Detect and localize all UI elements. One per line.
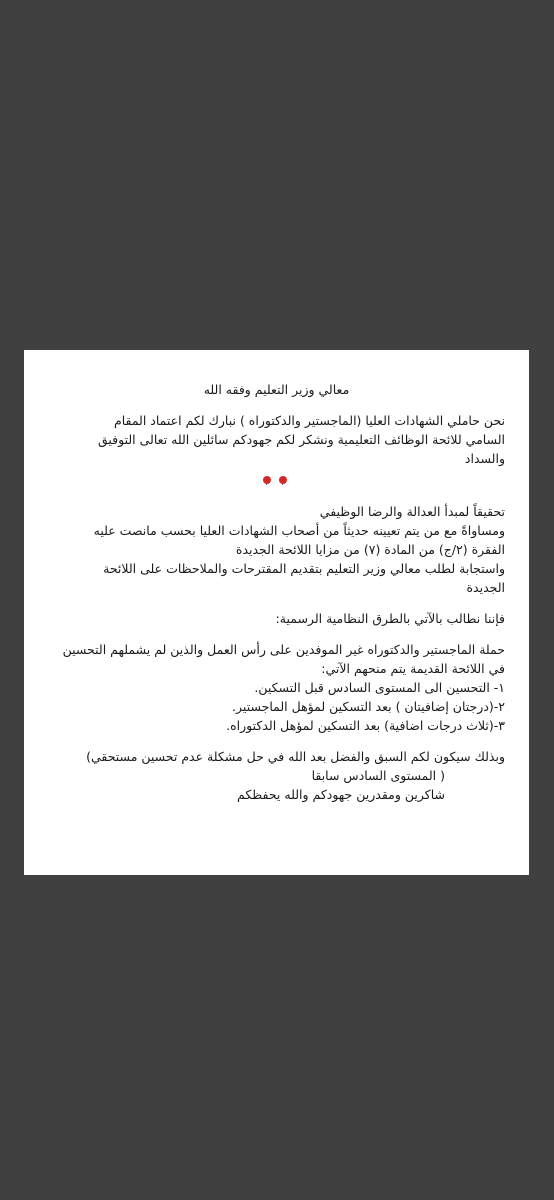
justification-line: الجديدة	[466, 580, 505, 595]
demand-line: حملة الماجستير والدكتوراه غير الموفدين على رأس العمل والذين لم يشملهم التحسين	[62, 642, 505, 657]
letter-document	[24, 350, 529, 875]
intro-line: السامي للائحة الوظائف التعليمية ونشكر لكم جهودكم سائلين الله تعالى التوفيق	[97, 432, 505, 447]
closing-line: وبذلك سيكون لكم السبق والفضل بعد الله في حل مشكلة عدم تحسين مستحقي)	[86, 749, 505, 764]
justification-line: ومساواةً مع من يتم تعيينه حديثاً من أصحاب الشهادات العليا بحسب مانصت عليه	[93, 523, 505, 538]
letter-greeting: معالي وزير التعليم وفقه الله	[203, 382, 350, 397]
demand-item: ٢-(درجتان إضافيتان ) بعد التسكين لمؤهل الماجستير.	[232, 699, 505, 714]
demand-line: في اللائحة القديمة يتم منحهم الآتي:	[321, 661, 505, 676]
closing-signoff: شاكرين ومقدرين جهودكم والله يحفظكم	[237, 787, 445, 802]
pushpin-icon	[280, 470, 288, 488]
justification-line: الفقرة (٢/ج) من المادة (٧) من مزايا اللائحة الجديدة	[235, 542, 505, 557]
intro-paragraph	[48, 411, 505, 468]
justification-line: واستجابة لطلب معالي وزير التعليم بتقديم المقترحات والملاحظات على اللائحة	[103, 561, 505, 576]
pin-icons	[48, 470, 505, 488]
intro-line: نحن حاملي الشهادات العليا (الماجستير والدكتوراه ) نبارك لكم اعتماد المقام	[113, 413, 505, 428]
demand-list	[48, 640, 505, 735]
demand-intro: فإننا نطالب بالآتي بالطرق النظامية الرسمية:	[275, 611, 505, 626]
intro-line: والسداد	[464, 451, 505, 466]
justification-line: تحقيقاً لمبدأ العدالة والرضا الوظيفي	[319, 504, 505, 519]
demand-item: ١- التحسين الى المستوى السادس قبل التسكين.	[254, 680, 505, 695]
justification-paragraph	[48, 502, 505, 597]
pushpin-icon	[265, 470, 273, 488]
closing-line: ( المستوى السادس سابقا	[311, 768, 445, 783]
closing-paragraph	[48, 747, 505, 804]
demand-item: ٣-(ثلاث درجات اضافية) بعد التسكين لمؤهل الدكتوراه.	[226, 718, 505, 733]
